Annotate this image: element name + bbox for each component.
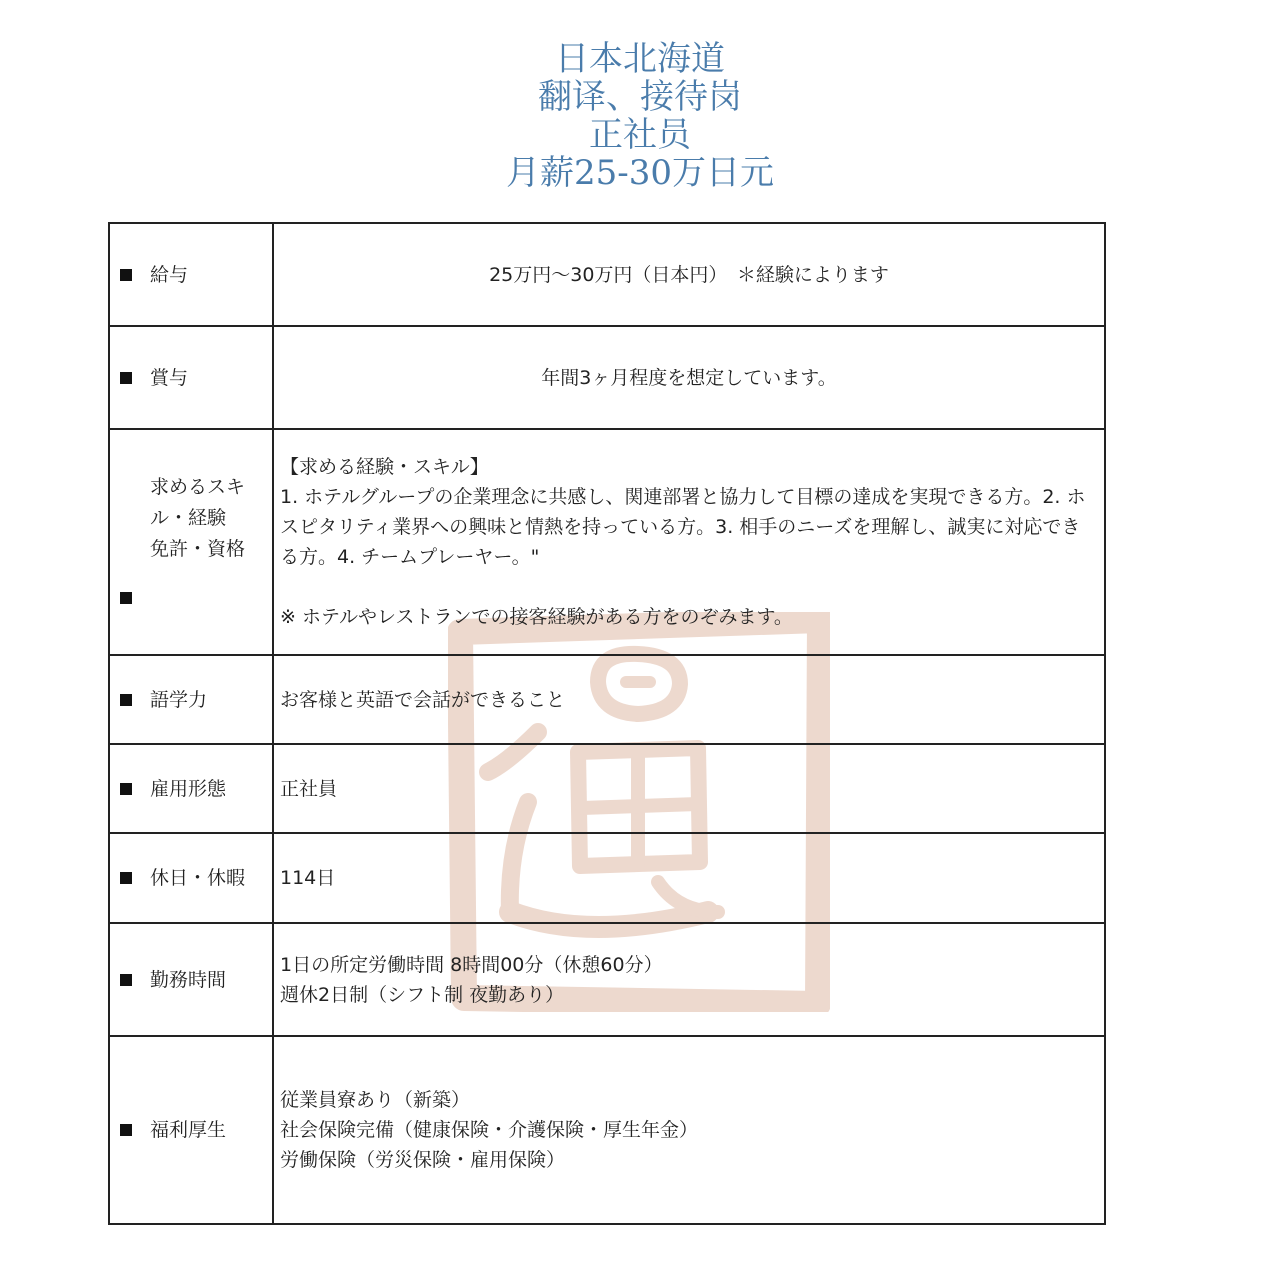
value-cell-salary xyxy=(273,223,1105,326)
title-line-position: 翻译、接待岗 xyxy=(538,77,742,117)
bullet-icon xyxy=(120,372,132,384)
label-cell-holidays xyxy=(109,833,273,923)
value-welfare-line-3: 労働保険（労災保険・雇用保険） xyxy=(280,1149,566,1171)
bullet-icon xyxy=(120,592,132,604)
value-welfare-line-1: 従業員寮あり（新築） xyxy=(280,1089,471,1111)
bullet-icon xyxy=(120,694,132,706)
skills-note: ※ ホテルやレストランでの接客経験がある方をのぞみます。 xyxy=(280,606,793,628)
title-line-employment: 正社员 xyxy=(589,115,691,155)
label-skills-line-2: ル・経験 xyxy=(150,506,227,529)
label-cell-skills xyxy=(109,429,273,655)
table-row-hours xyxy=(109,923,1105,1036)
label-welfare: 福利厚生 xyxy=(150,1119,227,1141)
label-hours: 勤務時間 xyxy=(150,968,227,991)
label-cell-welfare xyxy=(109,1036,273,1224)
table-row-employment xyxy=(109,744,1105,833)
table-row-bonus xyxy=(109,326,1105,429)
value-holidays: 114日 xyxy=(280,867,336,889)
label-cell-bonus xyxy=(109,326,273,429)
bullet-icon xyxy=(120,1124,132,1136)
job-details-table-wrapper xyxy=(108,222,1106,1225)
bullet-icon xyxy=(120,269,132,281)
label-cell-hours xyxy=(109,923,273,1036)
value-employment: 正社員 xyxy=(280,777,338,800)
title-line-salary: 月薪25-30万日元 xyxy=(505,153,774,193)
table-row-language xyxy=(109,655,1105,744)
value-welfare-line-2: 社会保険完備（健康保険・介護保険・厚生年金） xyxy=(280,1119,699,1141)
title-line-location: 日本北海道 xyxy=(555,39,725,79)
value-cell-language xyxy=(273,655,1105,744)
value-cell-skills xyxy=(273,429,1105,655)
bullet-icon xyxy=(120,974,132,986)
table-row-salary xyxy=(109,223,1105,326)
bullet-icon xyxy=(120,783,132,795)
value-salary: 25万円～30万円（日本円） ＊経験によります xyxy=(489,263,889,286)
label-skills-line-1: 求めるスキ xyxy=(150,475,246,498)
skills-heading: 【求める経験・スキル】 xyxy=(280,456,489,478)
value-cell-welfare xyxy=(273,1036,1105,1224)
label-skills-line-3: 免許・資格 xyxy=(150,537,246,560)
job-details-table xyxy=(108,222,1106,1225)
job-title xyxy=(0,40,1280,192)
value-cell-holidays xyxy=(273,833,1105,923)
value-cell-hours xyxy=(273,923,1105,1036)
label-cell-employment xyxy=(109,744,273,833)
skills-body: 1. ホテルグループの企業理念に共感し、関連部署と協力して目標の達成を実現できる方。2. ホスピタリティ業界への興味と情熱を持っている方。3. 相手のニーズを理解し、誠実に対応できる方。4. チームプレーヤー。" xyxy=(280,486,1086,568)
label-bonus: 賞与 xyxy=(150,366,189,389)
label-cell-salary xyxy=(109,223,273,326)
label-salary: 給与 xyxy=(150,263,189,286)
value-hours-line-2: 週休2日制（シフト制 夜勤あり） xyxy=(280,983,565,1006)
value-cell-employment xyxy=(273,744,1105,833)
value-cell-bonus xyxy=(273,326,1105,429)
value-hours-line-1: 1日の所定労働時間 8時間00分（休憩60分） xyxy=(280,953,663,976)
table-row-welfare xyxy=(109,1036,1105,1224)
label-cell-language xyxy=(109,655,273,744)
table-row-skills xyxy=(109,429,1105,655)
label-language: 語学力 xyxy=(150,688,208,711)
bullet-icon xyxy=(120,872,132,884)
table-row-holidays xyxy=(109,833,1105,923)
label-employment: 雇用形態 xyxy=(150,777,227,800)
value-bonus: 年間3ヶ月程度を想定しています。 xyxy=(541,366,837,389)
value-language: お客様と英語で会話ができること xyxy=(280,688,566,711)
label-holidays: 休日・休暇 xyxy=(150,867,246,889)
